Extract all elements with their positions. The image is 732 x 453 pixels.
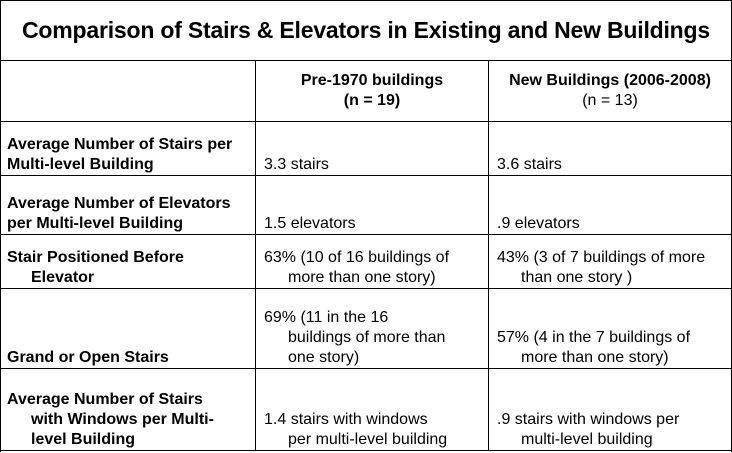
table-row — [1, 175, 732, 234]
new-buildings-value — [489, 288, 732, 368]
value-line: than one story ) — [521, 268, 633, 286]
row-label-line: Average Number of Elevators — [7, 194, 231, 212]
new-buildings-value — [489, 234, 732, 288]
value-line: .9 elevators — [497, 214, 580, 232]
table-row — [1, 368, 732, 450]
value-line: multi-level building — [521, 430, 653, 448]
value-line: one story) — [288, 348, 360, 366]
column-header-pre-1970-count: (n = 19) — [343, 91, 401, 109]
column-header-pre-1970-title: Pre-1970 buildings — [300, 71, 444, 89]
row-label-line: with Windows per Multi- — [31, 410, 214, 428]
empty-header-cell — [1, 61, 256, 121]
row-label-line: Grand or Open Stairs — [7, 348, 169, 366]
value-line: more than one story) — [521, 348, 669, 366]
value-line: 1.4 stairs with windows — [264, 410, 428, 428]
row-label-line: Average Number of Stairs — [7, 390, 203, 408]
column-header-new-buildings-title: New Buildings (2006-2008) — [509, 71, 711, 89]
table-title: Comparison of Stairs & Elevators in Existing and New Buildings — [1, 1, 731, 61]
table-row — [1, 234, 732, 288]
comparison-table — [0, 61, 732, 451]
pre-1970-value — [256, 288, 489, 368]
new-buildings-value — [489, 175, 732, 234]
pre-1970-value — [256, 121, 489, 175]
row-label — [1, 234, 256, 288]
row-label-line: Elevator — [31, 268, 95, 286]
row-label-line: Multi-level Building — [7, 155, 154, 173]
table-row — [1, 288, 732, 368]
row-label — [1, 121, 256, 175]
value-line: 3.6 stairs — [497, 155, 562, 173]
new-buildings-value — [489, 121, 732, 175]
row-label-line: per Multi-level Building — [7, 214, 184, 232]
value-line: 69% (11 in the 16 — [264, 308, 389, 326]
value-line: 1.5 elevators — [264, 214, 356, 232]
column-header-new-buildings — [489, 61, 732, 121]
pre-1970-value — [256, 234, 489, 288]
new-buildings-value — [489, 368, 732, 450]
row-label — [1, 288, 256, 368]
value-line: per multi-level building — [288, 430, 448, 448]
value-line: 57% (4 in the 7 buildings of — [497, 328, 691, 346]
table-row — [1, 121, 732, 175]
row-label — [1, 175, 256, 234]
value-line: 3.3 stairs — [264, 155, 329, 173]
value-line: more than one story) — [288, 268, 436, 286]
value-line: .9 stairs with windows per — [497, 410, 680, 428]
column-header-pre-1970 — [256, 61, 489, 121]
row-label-line: level Building — [31, 430, 136, 448]
row-label — [1, 368, 256, 450]
header-row — [1, 61, 732, 121]
value-line: 43% (3 of 7 buildings of more — [497, 248, 706, 266]
value-line: 63% (10 of 16 buildings of — [264, 248, 450, 266]
pre-1970-value — [256, 175, 489, 234]
row-label-line: Stair Positioned Before — [7, 248, 184, 266]
row-label-line: Average Number of Stairs per — [7, 135, 233, 153]
pre-1970-value — [256, 368, 489, 450]
value-line: buildings of more than — [288, 328, 446, 346]
column-header-new-buildings-count: (n = 13) — [582, 91, 638, 109]
